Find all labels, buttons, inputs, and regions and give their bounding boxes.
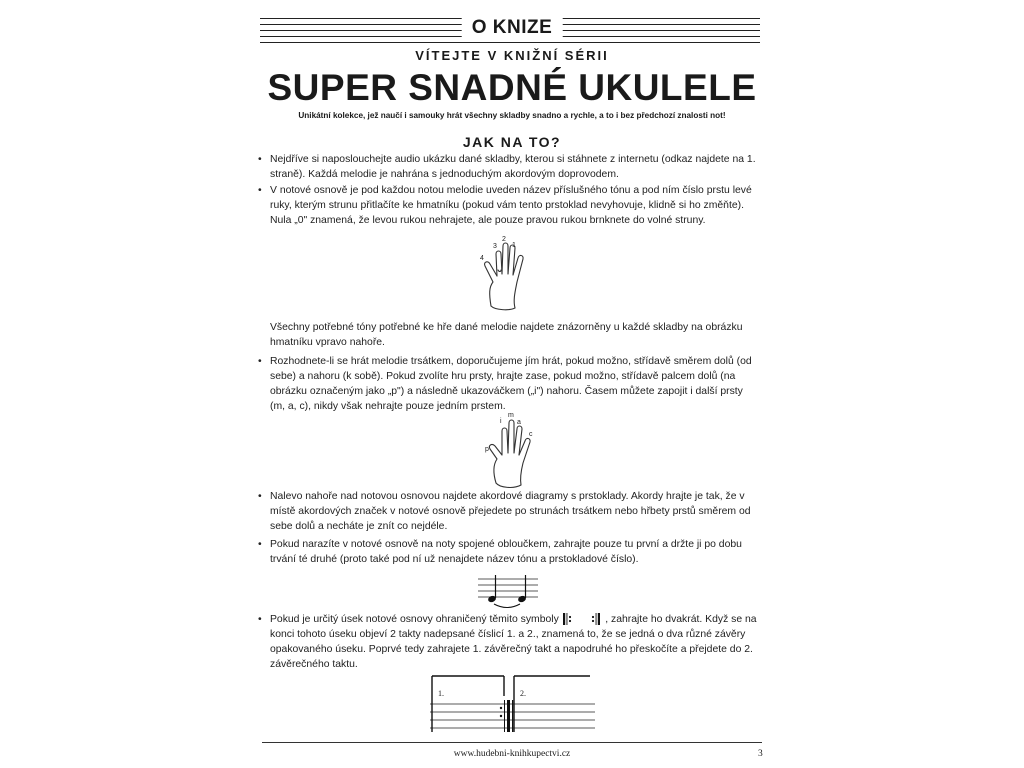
page-number: 3 xyxy=(758,749,763,759)
paragraph-notation: • V notové osnově je pod každou notou melodie uveden název příslušného tónu a pod ním číslo prstu levé ruky, kterým strunu přitlačíte ke hmatníku (pokud vám tento prstoklad nevyhovuje, klidně si ho změňte). Nula „0" znamená, že levou rukou nehrajete, ale pouze pravou rukou brnknete do volné struny. xyxy=(270,183,760,228)
thumb-p-label: p xyxy=(485,446,489,453)
second-ending-label: 2. xyxy=(520,689,526,698)
finger-4-label: 4 xyxy=(480,255,484,262)
section-heading: O KNIZE xyxy=(462,17,563,39)
little-c-label: c xyxy=(529,431,533,438)
finger-3-label: 3 xyxy=(493,243,497,250)
finger-2-label: 2 xyxy=(502,236,506,243)
index-i-label: i xyxy=(500,418,502,425)
repeat-text-start: Pokud je určitý úsek notové osnovy ohraničený těmito symboly xyxy=(270,614,559,625)
repeat-text-end: , zahrajte ho dvakrát. xyxy=(605,614,703,625)
page-title: SUPER SNADNÉ UKULELE xyxy=(267,67,757,108)
middle-m-label: m xyxy=(508,412,514,419)
volta-endings-icon xyxy=(430,674,595,734)
finger-1-label: 1 xyxy=(512,242,516,249)
paragraph-picking: • Rozhodnete-li se hrát melodie trsátkem, doporučujeme jím hrát, pokud možno, střídavě směrem dolů (od sebe) a nahoru (k sobě). Pokud zvolíte hru prsty, hrajte zase, pokud možno, střídavě palcem dolů (na obrázku označeným jako „p") a následně ukazováčkem („i") nahoru. Časem můžete zapojit i další prsty (m, a, c), nikdy však nehrajte pouze jedním prstem. xyxy=(270,354,760,414)
first-ending-label: 1. xyxy=(438,689,444,698)
paragraph-repeat xyxy=(270,612,760,672)
tagline: Unikátní kolekce, jež naučí i samouky hrát všechny skladby snadno a rychle, a to i bez předchozí znalosti not! xyxy=(298,111,726,120)
repeat-end-icon xyxy=(589,613,605,625)
left-hand-fingering-icon xyxy=(475,232,535,314)
paragraph-fretboard: Všechny potřebné tóny potřebné ke hře dané melodie najdete znázorněny u každé skladby na obrázku hmatníku vpravo nahoře. xyxy=(270,322,743,348)
welcome-subtitle: VÍTEJTE V KNIŽNÍ SÉRII xyxy=(415,48,609,63)
how-to-heading: JAK NA TO? xyxy=(462,134,562,150)
tied-notes-icon xyxy=(478,571,538,611)
paragraph-audio: • Nejdříve si naposlouchejte audio ukázku dané skladby, kterou si stáhnete z internetu (odkaz najdete na 1. straně). Každá melodie je nahrána s jednoduchým akordovým doprovodem. xyxy=(270,152,760,182)
ring-a-label: a xyxy=(517,419,521,426)
footer-url: www.hudebni-knihkupectvi.cz xyxy=(453,749,571,759)
book-page xyxy=(240,0,784,768)
right-hand-fingers-icon xyxy=(480,411,544,491)
footer-divider xyxy=(262,742,762,743)
paragraph-chords: • Nalevo nahoře nad notovou osnovou najdete akordové diagramy s prstoklady. Akordy hrajte je tak, že v místě akordových značek v notové osnově přejedete po strunách trsátkem nebo hřbety prstů směrem od sebe dolů a necháte je znít co nejdéle. xyxy=(270,489,760,534)
paragraph-tie: • Pokud narazíte v notové osnově na noty spojené obloučkem, zahrajte pouze tu první a držte ji po dobu trvání té druhé (proto také pod ní už nenajdete název tónu a prstokladové číslo). xyxy=(270,537,760,567)
repeat-text-volta: Když se na konci tohoto úseku objeví 2 takty nadepsané číslicí 1. a 2., znamená to, že se jedná o dva různé závěry opakovaného úseku. Poprvé tedy zahrajete 1. závěrečný takt a napodruhé ho přeskočíte a přejdete do 2. závěrečného taktu. xyxy=(270,614,757,670)
repeat-start-icon xyxy=(562,613,578,625)
